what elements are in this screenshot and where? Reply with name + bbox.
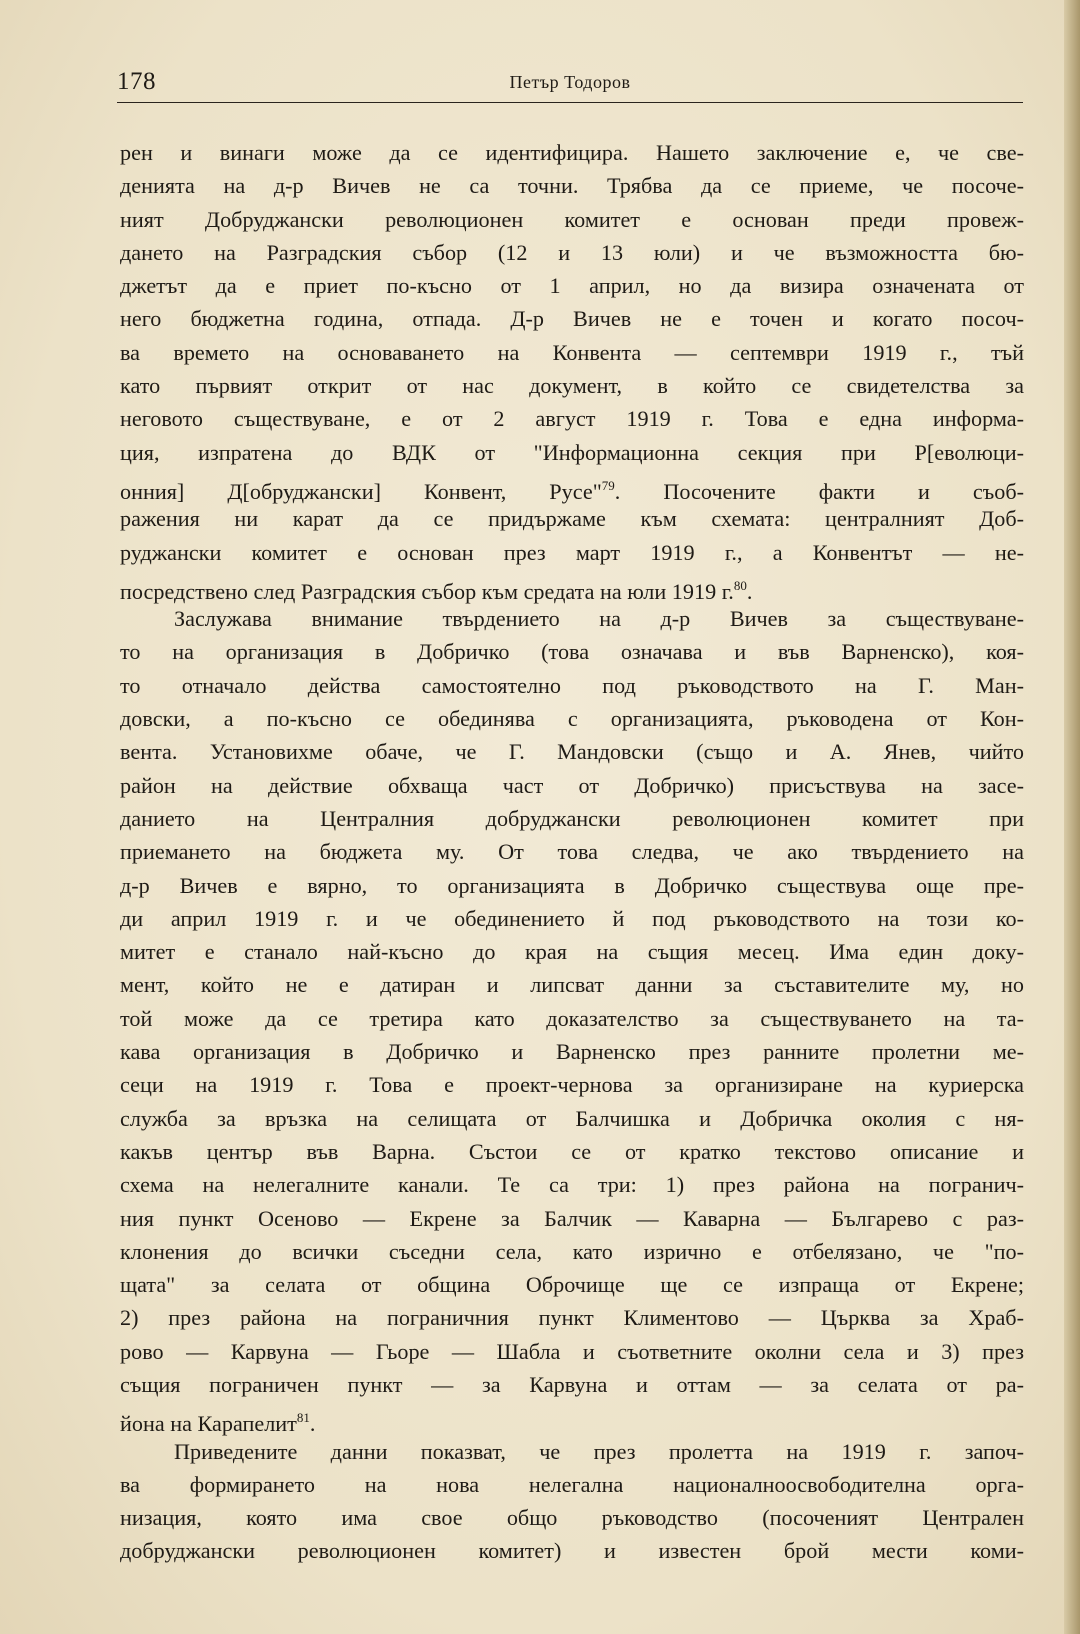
text-line: рово — Карвуна — Гьоре — Шабла и съответните околни села и 3) през <box>120 1338 1024 1364</box>
text-line: то отначало действа самостоятелно под ръководството на Г. Ман- <box>120 672 1024 698</box>
text-line: денията на д-р Вичев не са точни. Трябва да се приеме, че посоче- <box>120 173 1024 199</box>
text-line: вента. Установихме обаче, че Г. Мандовски (също и А. Янев, чийто <box>120 739 1024 765</box>
text-line: район на действие обхваща част от Добричко) присъствува на засе- <box>120 772 1024 798</box>
text-line: Приведените данни показват, че през пролетта на 1919 г. започ- <box>174 1438 1024 1464</box>
text-line <box>120 1401 1024 1437</box>
text-line <box>120 569 1024 602</box>
text-line: рен и винаги може да се идентифицира. Нашето заключение е, че све- <box>120 140 1024 165</box>
text-line: дането на Разградския събор (12 и 13 юли) и че възможността бю- <box>120 239 1024 265</box>
text-line: служба за връзка на селищата от Балчишка и Добричка околия с ня- <box>120 1105 1024 1131</box>
text-line: сеци на 1919 г. Това е проект-чернова за организиране на куриерска <box>120 1072 1024 1098</box>
page-header <box>117 66 1023 103</box>
text-line: клонения до всички съседни села, като изрично е отбелязано, че "по- <box>120 1238 1024 1264</box>
text-segment: . <box>746 578 753 604</box>
text-line: ражения ни карат да се придържаме към схемата: централният Доб- <box>120 506 1024 532</box>
footnote-ref-81: 81 <box>296 1410 310 1426</box>
text-line: приемането на бюджета му. От това следва, че ако твърдението на <box>120 839 1024 865</box>
text-line: ция, изпратена до ВДК от "Информационна секция при Р[еволюци- <box>120 439 1024 465</box>
body-text <box>120 136 1024 1568</box>
page-number: 178 <box>117 68 156 95</box>
text-line: руджански комитет е основан през март 1919 г., а Конвентът — не- <box>120 539 1024 565</box>
text-line: данието на Централния добруджански революционен комитет при <box>120 805 1024 831</box>
paragraph-3 <box>120 1435 1024 1568</box>
text-line: джетът да е приет по-късно от 1 април, но да визира означената от <box>120 273 1024 299</box>
text-line: ди април 1919 г. и че обединението й под ръководството на този ко- <box>120 905 1024 931</box>
text-segment: посредствено след Разградския събор към средата на юли 1919 г. <box>120 578 734 604</box>
text-segment: йона на Карапелит <box>120 1411 297 1437</box>
text-line: ния пункт Осеново — Екрене за Балчик — Каварна — Българево с раз- <box>120 1205 1024 1231</box>
text-line: д-р Вичев е вярно, то организацията в Добричко съществува още пре- <box>120 872 1024 898</box>
text-line: митет е станало най-късно до края на същия месец. Има един доку- <box>120 939 1024 965</box>
text-line: щата" за селата от община Оброчище ще се изпраща от Екрене; <box>120 1272 1024 1298</box>
text-line: схема на нелегалните канали. Те са три: 1) през района на погранич- <box>120 1172 1024 1198</box>
text-line: той може да се третира като доказателство за съществуването на та- <box>120 1005 1024 1031</box>
page-edge <box>1064 0 1080 1634</box>
text-line: като първият открит от нас документ, в който се свидетелства за <box>120 373 1024 399</box>
paragraph-2 <box>120 602 1024 1437</box>
text-line: какъв център във Варна. Състои се от кратко текстово описание и <box>120 1138 1024 1164</box>
text-segment: . Посочените факти и съоб- <box>614 478 1024 504</box>
text-line: ва времето на основаването на Конвента — септември 1919 г., тъй <box>120 339 1024 365</box>
text-line: 2) през района на пограничния пункт Климентово — Църква за Храб- <box>120 1305 1024 1331</box>
footnote-ref-80: 80 <box>733 577 747 593</box>
text-segment: онния] Д[обруджански] Конвент, Русе" <box>120 478 602 504</box>
text-line: довски, а по-късно се обединява с организацията, ръководена от Кон- <box>120 706 1024 732</box>
text-line: мент, който не е датиран и липсват данни за съставителите му, но <box>120 972 1024 998</box>
text-line: същия пограничен пункт — за Карвуна и оттам — за селата от ра- <box>120 1371 1024 1397</box>
footnote-ref-79: 79 <box>601 477 615 493</box>
text-line: добруджански революционен комитет) и известен брой мести коми- <box>120 1538 1024 1564</box>
text-line: ният Добруджански революционен комитет е основан преди провеж- <box>120 206 1024 232</box>
text-line: ва формирането на нова нелегална националноосвободителна орга- <box>120 1471 1024 1497</box>
text-line <box>120 469 1024 502</box>
text-line: кава организация в Добричко и Варненско през ранните пролетни ме- <box>120 1039 1024 1065</box>
text-line: низация, която има свое общо ръководство (посоченият Централен <box>120 1505 1024 1531</box>
paragraph-1 <box>120 136 1024 602</box>
text-segment: . <box>309 1411 316 1437</box>
text-line: неговото съществуване, е от 2 август 1919 г. Това е една информа- <box>120 406 1024 432</box>
text-line: то на организация в Добричко (това означава и във Варненско), коя- <box>120 639 1024 665</box>
text-line: него бюджетна година, отпада. Д-р Вичев не е точен и когато посоч- <box>120 306 1024 332</box>
running-head: Петър Тодоров <box>509 72 631 92</box>
text-line: Заслужава внимание твърдението на д-р Вичев за съществуване- <box>174 606 1024 632</box>
